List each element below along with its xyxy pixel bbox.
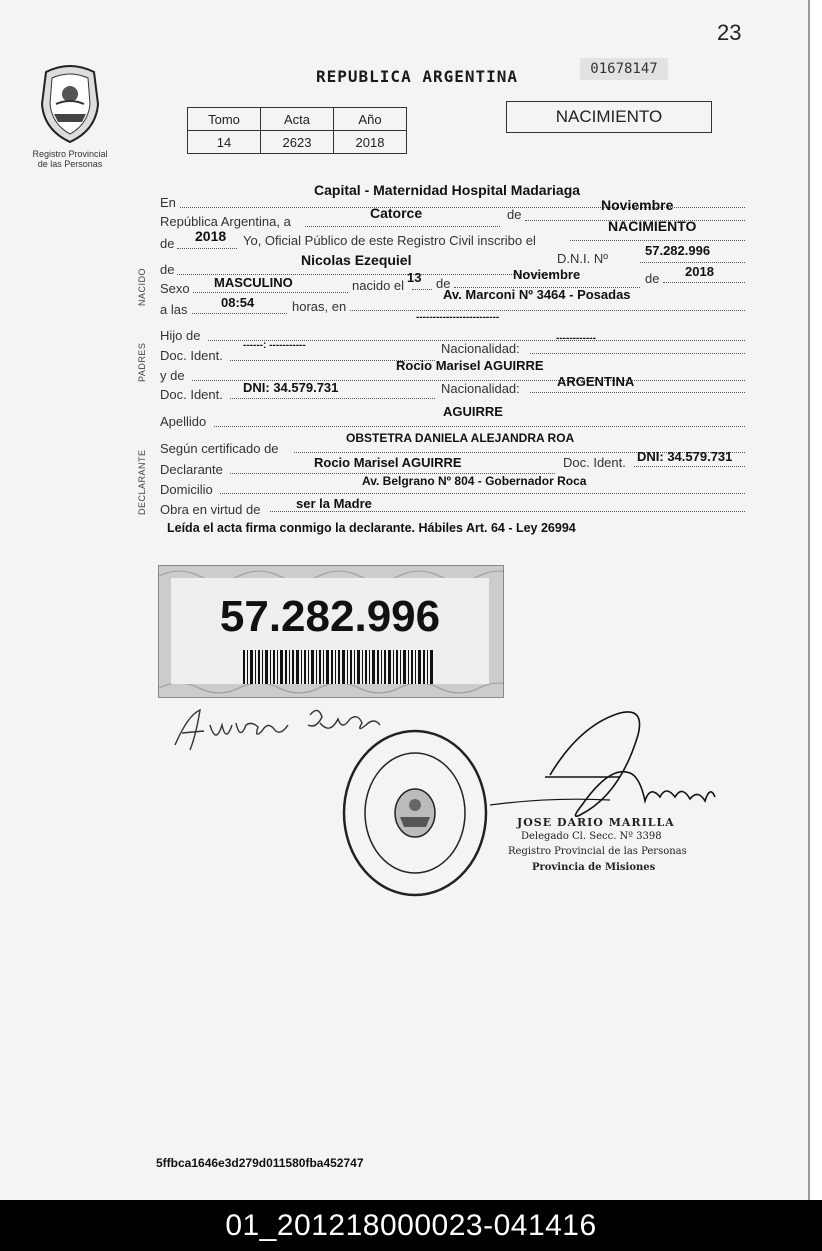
dotted-line — [412, 289, 432, 290]
value-tomo: 14 — [188, 131, 261, 154]
header-tomo: Tomo — [188, 108, 261, 131]
serial-number: 01678147 — [580, 58, 668, 80]
act-table — [187, 107, 407, 154]
declarant-address-value: Av. Belgrano Nº 804 - Gobernador Roca — [362, 474, 587, 488]
label-segun-cert: Según certificado de — [160, 441, 279, 456]
label-declarante: Declarante — [160, 462, 223, 477]
dotted-line — [193, 292, 348, 293]
dotted-line — [177, 248, 237, 249]
label-nacionalidad: Nacionalidad: — [441, 341, 520, 356]
label-nacido-el: nacido el — [352, 278, 405, 293]
dotted-line — [230, 398, 435, 399]
officer-title: Delegado Cl. Secc. Nº 3398 — [521, 831, 662, 842]
value-ano: 2018 — [334, 131, 407, 154]
act-type-box: NACIMIENTO — [506, 101, 712, 133]
label-hijo-de: Hijo de — [160, 328, 201, 343]
barcode-icon — [243, 650, 433, 684]
birth-month-value: Noviembre — [513, 267, 581, 282]
place-value: Capital - Maternidad Hospital Madariaga — [314, 182, 581, 198]
label-de-year: de — [160, 236, 175, 251]
registry-caption-line-1: Registro Provincial — [32, 149, 108, 159]
mother-nationality-value: ARGENTINA — [557, 374, 635, 389]
label-de: de — [507, 207, 522, 222]
label-de-name: de — [160, 262, 175, 277]
dotted-line — [640, 262, 745, 263]
birth-day-value: 13 — [407, 270, 422, 285]
certificate-by-value: OBSTETRA DANIELA ALEJANDRA ROA — [346, 431, 575, 445]
label-horas-en: horas, en — [292, 299, 347, 314]
name-value: Nicolas Ezequiel — [301, 252, 412, 268]
page-number: 23 — [717, 20, 742, 45]
official-stamp-icon — [340, 727, 490, 899]
officer-name: JOSE DARIO MARILLA — [517, 816, 675, 829]
side-label-padres: PADRES — [137, 342, 147, 382]
label-doc-ident2: Doc. Ident. — [160, 387, 223, 402]
label-doc-ident3: Doc. Ident. — [563, 455, 626, 470]
side-label-declarante: DECLARANTE — [137, 449, 147, 515]
barcode-dni: 57.282.996 — [219, 592, 441, 641]
birth-year-value: 2018 — [685, 264, 714, 279]
sex-value: MASCULINO — [214, 275, 293, 290]
label-de-month: de — [436, 276, 451, 291]
label-a-las: a las — [160, 302, 188, 317]
label-nacionalidad2: Nacionalidad: — [441, 381, 520, 396]
dotted-line — [270, 511, 745, 512]
dni-value: 57.282.996 — [645, 243, 711, 258]
dotted-line — [570, 240, 745, 241]
barcode-panel — [171, 578, 489, 684]
day-value: Catorce — [370, 205, 423, 221]
declarant-value: Rocio Marisel AGUIRRE — [314, 455, 462, 470]
surname-value: AGUIRRE — [443, 404, 503, 419]
value-acta: 2623 — [261, 131, 334, 154]
dotted-line — [350, 310, 745, 311]
event-value: NACIMIENTO — [608, 218, 697, 234]
document-hash: 5ffbca1646e3d279d011580fba452747 — [156, 1156, 364, 1170]
label-republica: República Argentina, a — [160, 214, 291, 229]
label-sexo: Sexo — [160, 281, 190, 296]
dotted-line — [214, 426, 745, 427]
country-heading: REPUBLICA ARGENTINA — [316, 67, 519, 86]
dotted-line — [530, 353, 745, 354]
side-label-nacido: NACIDO — [137, 267, 147, 306]
dotted-line — [663, 282, 745, 283]
label-yo-oficial: Yo, Oficial Público de este Registro Civil inscribo el — [243, 233, 536, 248]
father-nationality-value: ------------ — [556, 333, 596, 344]
year-value: 2018 — [195, 228, 227, 244]
label-doc-ident: Doc. Ident. — [160, 348, 223, 363]
dotted-line — [634, 466, 745, 467]
registry-caption — [22, 149, 118, 169]
dotted-line — [530, 392, 745, 393]
closing-text: Leída el acta firma conmigo la declarante. Hábiles Art. 64 - Ley 26994 — [167, 521, 576, 535]
header-acta: Acta — [261, 108, 334, 131]
label-apellido: Apellido — [160, 414, 207, 429]
mother-doc-value: DNI: 34.579.731 — [243, 380, 339, 395]
address-value: Av. Marconi Nº 3464 - Posadas — [443, 287, 631, 302]
label-en: En — [160, 195, 176, 210]
month-value: Noviembre — [601, 197, 674, 213]
father-value: ------------------------- — [416, 312, 500, 323]
misiones-seal-icon — [36, 64, 104, 146]
time-value: 08:54 — [221, 295, 255, 310]
registry-caption-line-2: de las Personas — [37, 159, 103, 169]
label-de-year2: de — [645, 271, 660, 286]
dotted-line — [192, 313, 287, 314]
label-domicilio: Domicilio — [160, 482, 213, 497]
barcode-sticker — [158, 565, 504, 698]
label-y-de: y de — [160, 368, 185, 383]
father-doc-value: ------: ----------- — [243, 340, 306, 351]
officer-registry: Registro Provincial de las Personas — [508, 846, 687, 857]
label-obra-en-virtud: Obra en virtud de — [160, 502, 261, 517]
dotted-line — [220, 493, 745, 494]
footer-id-bar: 01_201218000023-041416 — [0, 1200, 822, 1251]
dotted-line — [305, 226, 500, 227]
label-dni: D.N.I. Nº — [557, 251, 608, 266]
officer-province: Provincia de Misiones — [532, 862, 656, 873]
declarant-doc-value: DNI: 34.579.731 — [637, 449, 733, 464]
mother-value: Rocio Marisel AGUIRRE — [396, 358, 544, 373]
by-virtue-value: ser la Madre — [296, 496, 372, 511]
header-ano: Año — [334, 108, 407, 131]
